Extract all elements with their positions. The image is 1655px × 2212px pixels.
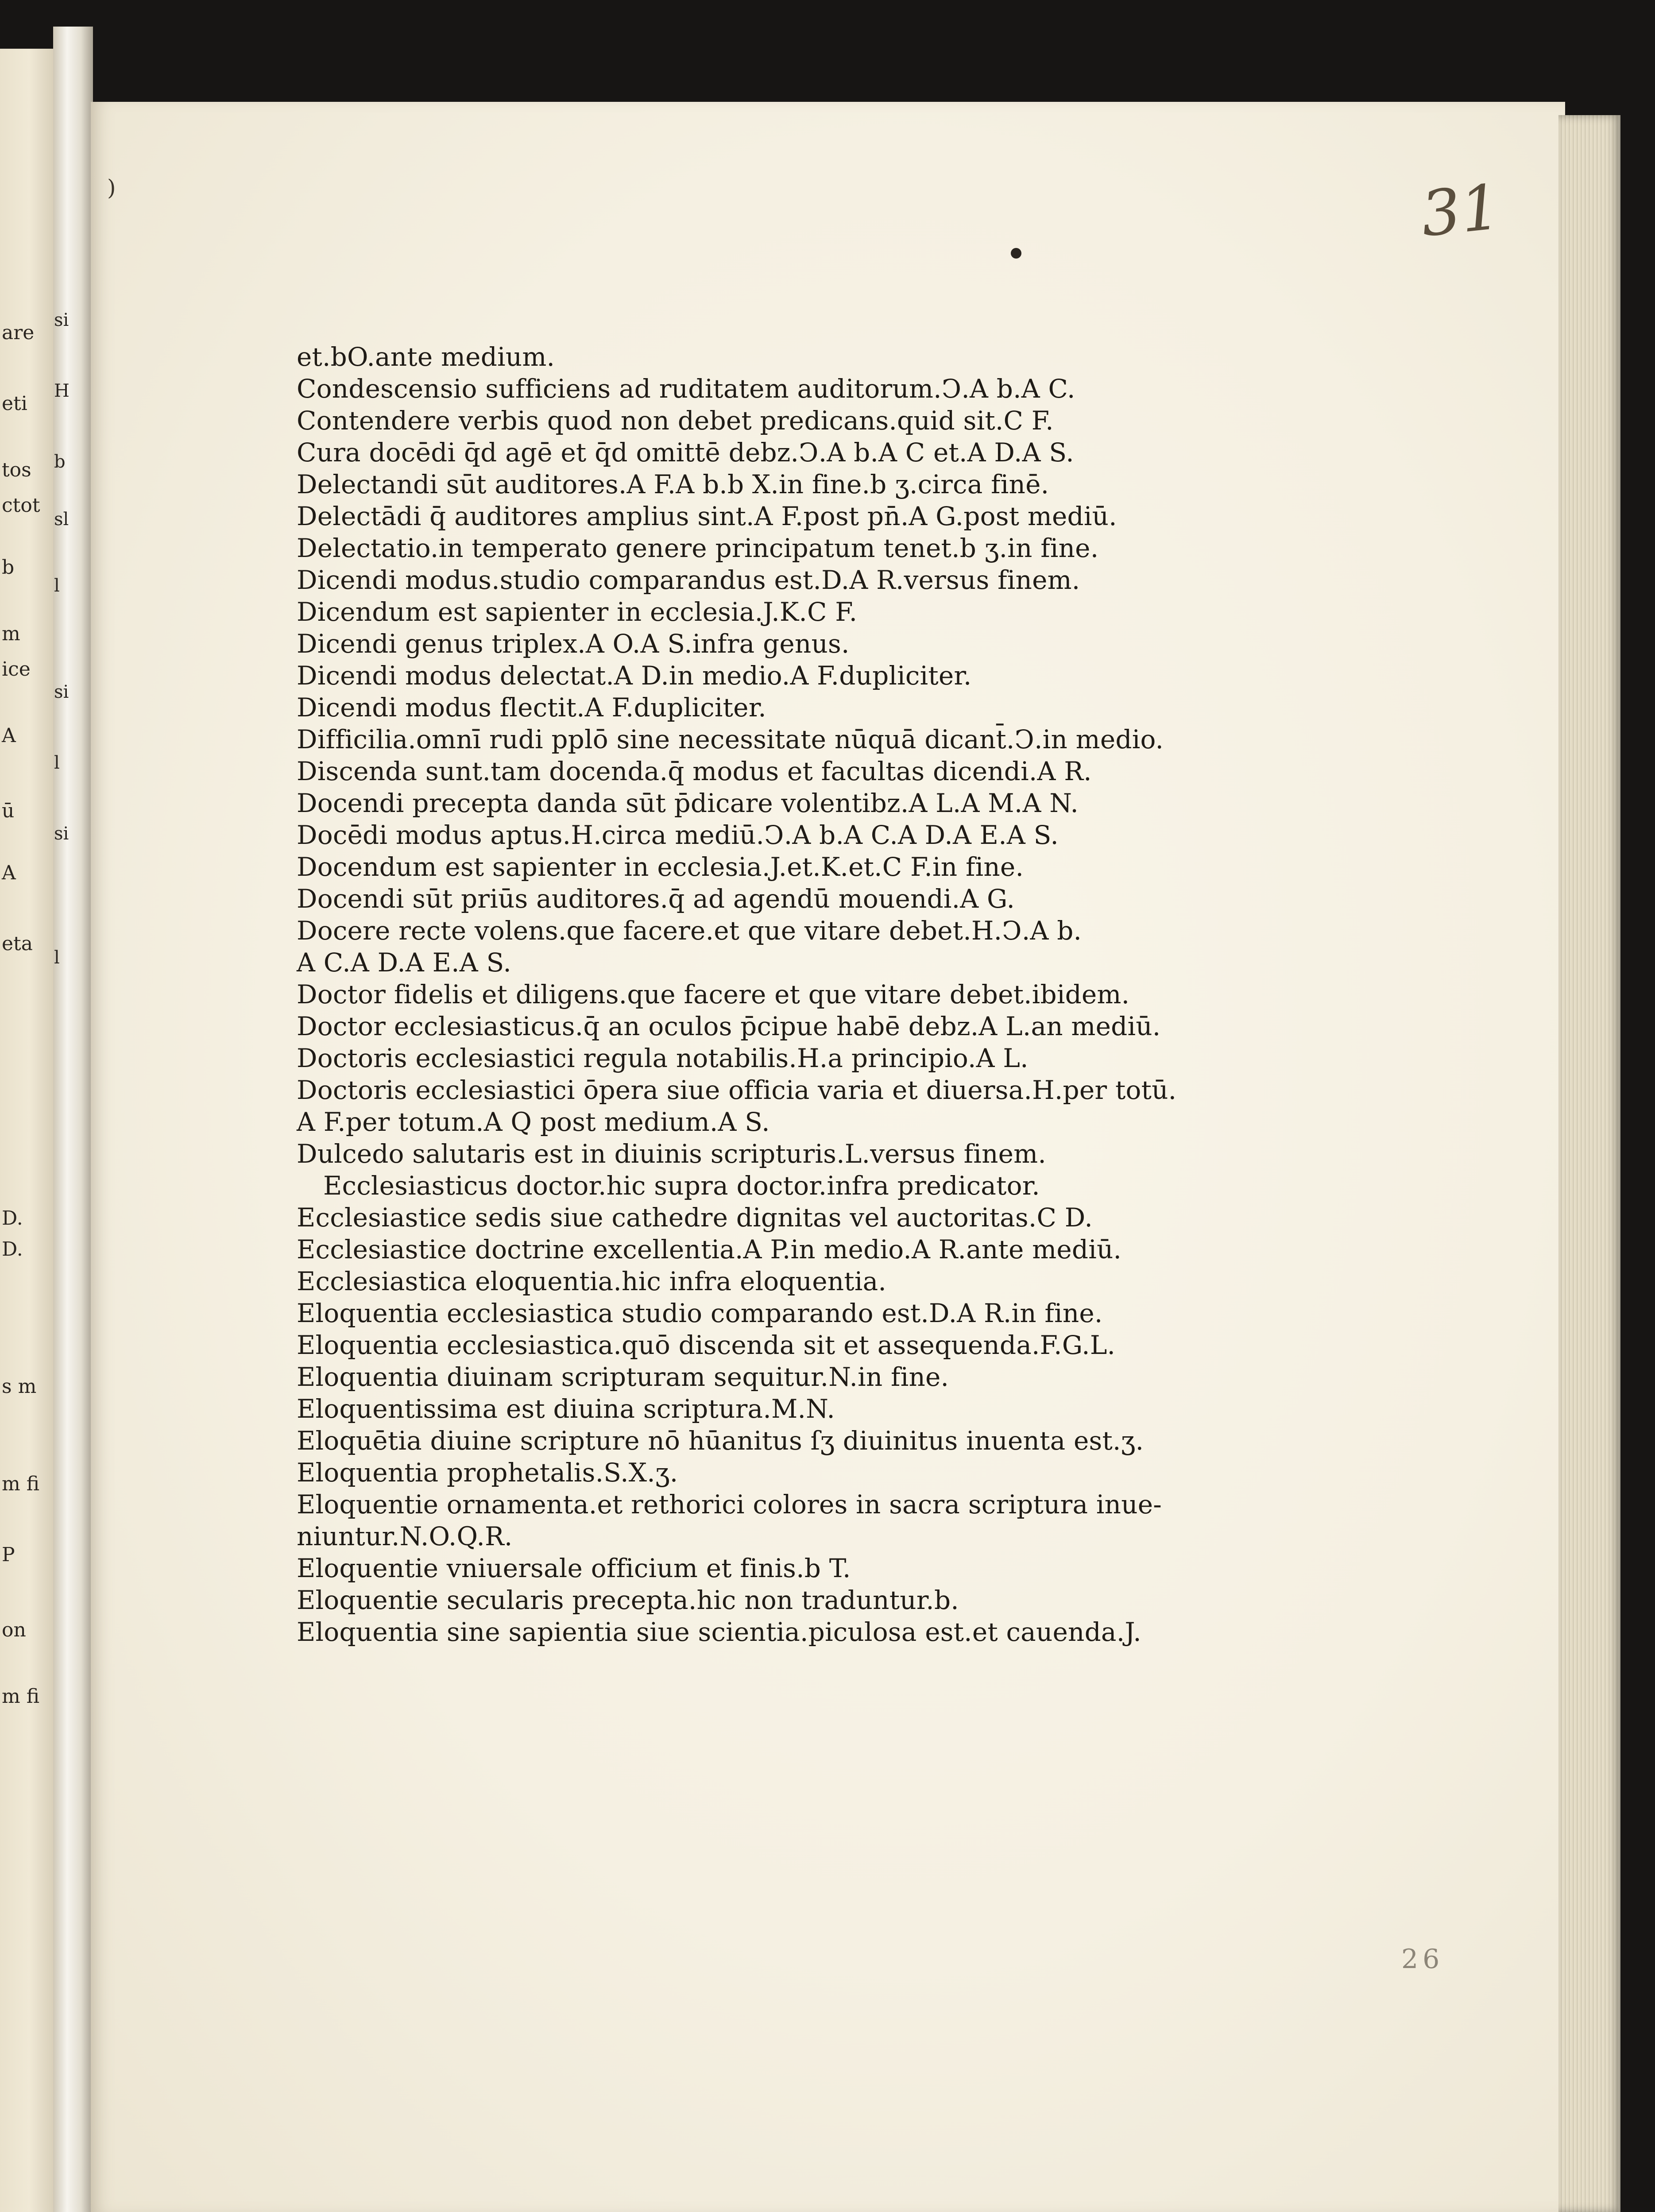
margin-fragment: s m <box>2 1375 37 1398</box>
margin-fragment: l <box>54 753 60 773</box>
margin-fragment: si <box>54 682 69 702</box>
index-entry-line: Eloquentia prophetalis.S.X.ʒ. <box>297 1458 678 1488</box>
margin-fragment: ice <box>2 658 31 681</box>
index-entry-line: et.bO.ante medium. <box>297 342 555 372</box>
ink-spot <box>1011 248 1021 259</box>
index-entry-line: Doctor fidelis et diligens.que facere et que vitare debet.ibidem. <box>297 979 1130 1009</box>
margin-fragment: D. <box>2 1238 23 1261</box>
index-entry-line: Ecclesiastice doctrine excellentia.A P.in medio.A R.ante mediū. <box>297 1234 1122 1265</box>
index-entry-line: Doctoris ecclesiastici ōpera siue officia varia et diuersa.H.per totū. <box>297 1075 1177 1105</box>
index-entry-line: Eloquentissima est diuina scriptura.M.N. <box>297 1394 835 1424</box>
margin-fragment: tos <box>2 459 31 481</box>
margin-fragment: A <box>2 862 16 884</box>
margin-fragment: l <box>54 947 60 968</box>
margin-fragment: b <box>54 452 66 472</box>
margin-fragment: si <box>54 310 69 330</box>
index-entry-line: Eloquentia sine sapientia siue scientia.piculosa est.et cauenda.J. <box>297 1617 1141 1647</box>
index-entry-line: A F.per totum.A Q post medium.A S. <box>297 1107 770 1137</box>
index-entry-line: Eloquentie vniuersale officium et finis.b T. <box>297 1553 851 1583</box>
margin-fragment: eti <box>2 392 27 415</box>
margin-fragment: m fi <box>2 1685 40 1708</box>
index-entry-line: Eloquentia ecclesiastica studio comparando est.D.A R.in fine. <box>297 1298 1103 1328</box>
index-entry-line: Eloquentia ecclesiastica.quō discenda sit et assequenda.F.G.L. <box>297 1330 1116 1360</box>
page-stamp-number: 26 <box>1401 1944 1444 1975</box>
index-entry-line: Dicendi modus delectat.A D.in medio.A F.dupliciter. <box>297 661 972 691</box>
margin-fragment: m <box>2 623 20 645</box>
margin-fragment: eta <box>2 932 33 955</box>
index-text-block <box>297 341 1177 1648</box>
index-entry-line: Eloquentie ornamenta.et rethorici colores in sacra scriptura inue- <box>297 1489 1162 1520</box>
margin-fragment: ū <box>2 800 15 822</box>
index-entry-line: Doctor ecclesiasticus.q̄ an oculos p̄cipue habē debz.A L.an mediū. <box>297 1011 1161 1041</box>
index-entry-line: Discenda sunt.tam docenda.q̄ modus et facultas dicendi.A R. <box>297 756 1092 786</box>
margin-fragment: ctot <box>2 494 40 517</box>
index-entry-line: Dicendi genus triplex.A O.A S.infra genus. <box>297 629 850 659</box>
margin-fragment: H <box>54 381 70 401</box>
index-entry-line: A C.A D.A E.A S. <box>297 947 511 978</box>
index-entry-line: Eloquētia diuine scripture nō hūanitus ſʒ diuinitus inuenta est.ʒ. <box>297 1426 1144 1456</box>
index-entry-line: Dicendum est sapienter in ecclesia.J.K.C F. <box>297 597 858 627</box>
index-entry-line: Delectatio.in temperato genere principatum tenet.b ʒ.in fine. <box>297 533 1099 563</box>
margin-fragment: on <box>2 1619 26 1641</box>
margin-fragment: are <box>2 321 35 344</box>
index-entry-line: Docendi sūt priūs auditores.q̄ ad agendū mouendi.A G. <box>297 884 1015 914</box>
index-entry-line: Dicendi modus flectit.A F.dupliciter. <box>297 692 766 723</box>
binding-gutter <box>53 27 93 2212</box>
index-entry-line: Difficilia.omnī rudi pplō sine necessitate nūquā dicant̄.Ↄ.in medio. <box>297 724 1164 754</box>
facing-page-edge <box>0 49 53 2212</box>
index-entry-line: Contendere verbis quod non debet predicans.quid sit.C F. <box>297 406 1054 436</box>
index-entry-line: Docendi precepta danda sūt p̄dicare volentibz.A L.A M.A N. <box>297 788 1079 818</box>
folio-number: 31 <box>1417 171 1504 251</box>
page-block-edges <box>1558 115 1620 2212</box>
index-entry-line: Ecclesiastica eloquentia.hic infra eloquentia. <box>297 1266 886 1296</box>
margin-fragment: P <box>2 1543 15 1566</box>
index-entry-line: Eloquentia diuinam scripturam sequitur.N.in fine. <box>297 1362 949 1392</box>
index-entry-line: Delectandi sūt auditores.A F.A b.b X.in fine.b ʒ.circa finē. <box>297 469 1049 499</box>
index-entry-line: niuntur.N.O.Q.R. <box>297 1521 513 1551</box>
index-entry-line: Dulcedo salutaris est in diuinis scripturis.L.versus finem. <box>297 1139 1046 1169</box>
index-entry-line: Eloquentie secularis precepta.hic non traduntur.b. <box>297 1585 959 1615</box>
margin-fragment: m fi <box>2 1473 40 1495</box>
margin-fragment: A <box>2 724 16 747</box>
index-entry-line: Docēdi modus aptus.H.circa mediū.Ↄ.A b.A C.A D.A E.A S. <box>297 820 1059 850</box>
index-entry-line: Dicendi modus.studio comparandus est.D.A R.versus finem. <box>297 565 1080 595</box>
index-entry-line: Docendum est sapienter in ecclesia.J.et.K.et.C F.in fine. <box>297 852 1024 882</box>
margin-fragment: l <box>54 576 60 596</box>
index-entry-line: Doctoris ecclesiastici regula notabilis.H.a principio.A L. <box>297 1043 1029 1073</box>
margin-fragment: sl <box>54 509 69 530</box>
index-entry-line: Delectādi q̄ auditores amplius sint.A F.post pn̄.A G.post mediū. <box>297 501 1117 531</box>
index-entry-line: Docere recte volens.que facere.et que vitare debet.H.Ↄ.A b. <box>297 916 1082 946</box>
margin-fragment: b <box>2 556 15 579</box>
margin-fragment: D. <box>2 1207 23 1230</box>
index-entry-line: Ecclesiastice sedis siue cathedre dignitas vel auctoritas.C D. <box>297 1203 1093 1233</box>
index-entry-line: Ecclesiasticus doctor.hic supra doctor.infra predicator. <box>323 1171 1040 1201</box>
margin-fragment: si <box>54 824 69 844</box>
index-entry-line: Cura docēdi q̄d agē et q̄d omittē debz.Ↄ.A b.A C et.A D.A S. <box>297 437 1074 468</box>
margin-tick: ) <box>107 175 116 201</box>
index-entry-line: Condescensio sufficiens ad ruditatem auditorum.Ↄ.A b.A C. <box>297 374 1075 404</box>
